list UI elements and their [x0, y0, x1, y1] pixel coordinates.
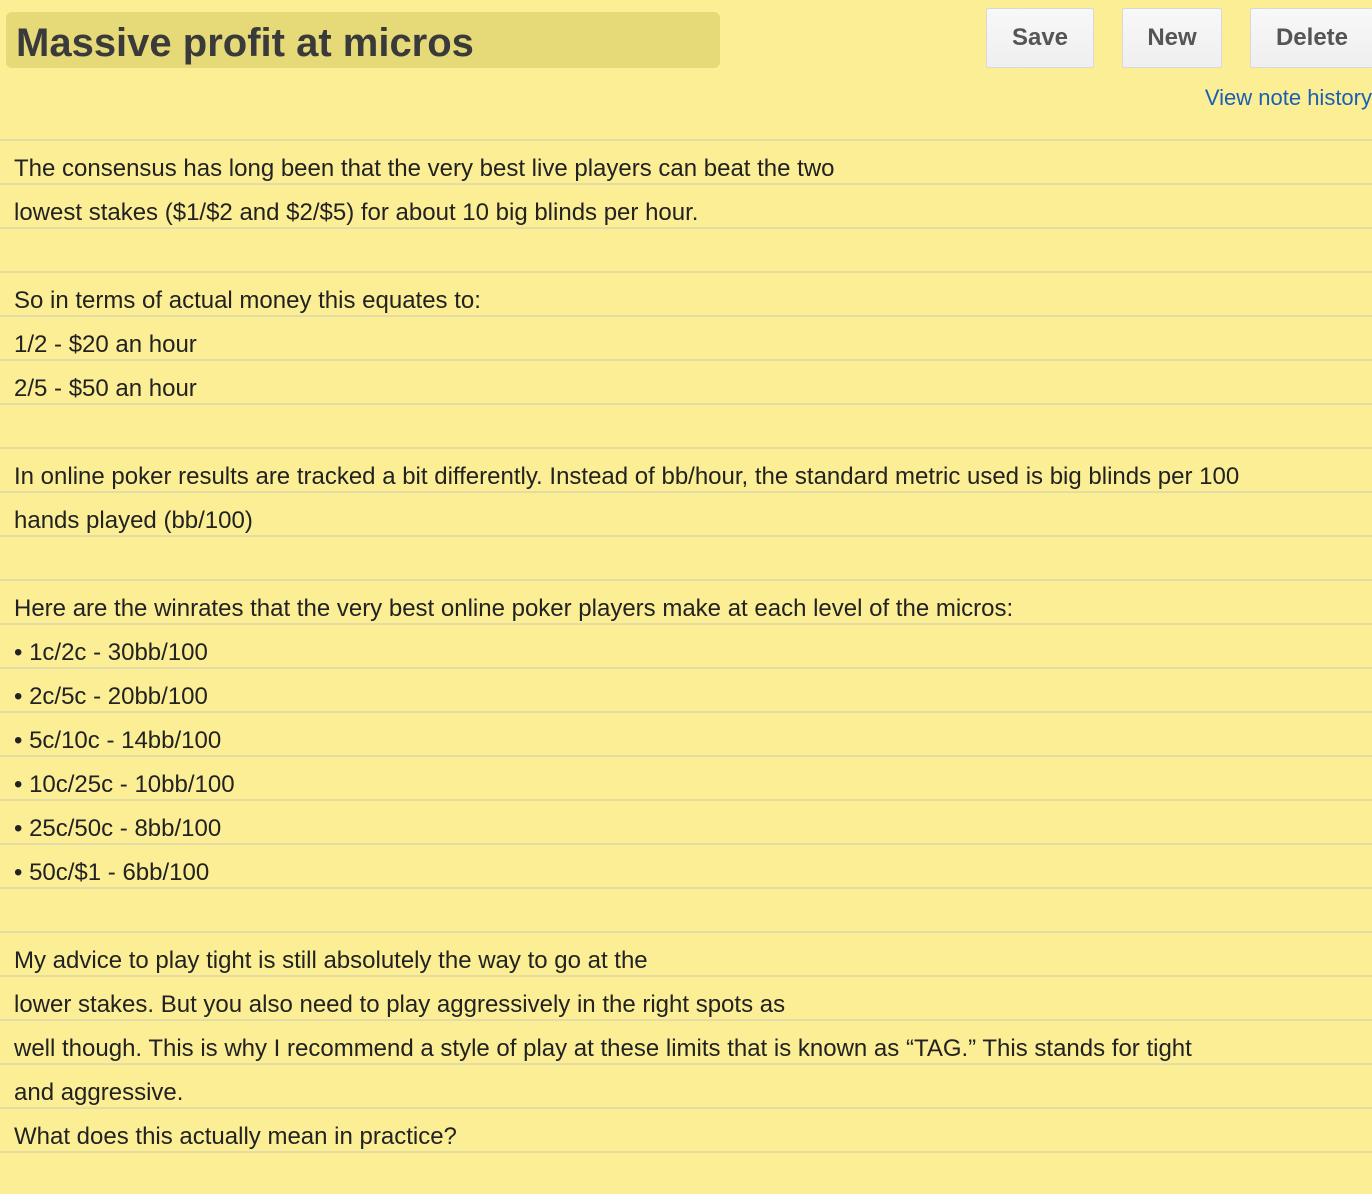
note-line: • 10c/25c - 10bb/100	[14, 771, 235, 798]
note-line	[0, 895, 1372, 939]
note-line	[0, 411, 1372, 455]
delete-button[interactable]: Delete	[1250, 8, 1372, 68]
note-line: hands played (bb/100)	[14, 507, 253, 534]
note-line: What does this actually mean in practice?	[14, 1123, 457, 1150]
new-button[interactable]: New	[1122, 8, 1222, 68]
note-line: lowest stakes ($1/$2 and $2/$5) for about 10 big blinds per hour.	[14, 199, 699, 226]
note-line: lower stakes. But you also need to play aggressively in the right spots as	[14, 991, 786, 1018]
note-line: • 50c/$1 - 6bb/100	[14, 859, 210, 886]
note-line: • 2c/5c - 20bb/100	[14, 683, 208, 710]
note-title[interactable]: Massive profit at micros	[16, 21, 474, 65]
note-body-editor[interactable]	[0, 139, 1372, 1194]
note-line: Here are the winrates that the very best online poker players make at each level of the micros:	[14, 595, 1014, 622]
note-line: In online poker results are tracked a bit differently. Instead of bb/hour, the standard metric used is big blinds per 100	[14, 463, 1240, 490]
note-line: My advice to play tight is still absolutely the way to go at the	[14, 947, 648, 974]
note-line: well though. This is why I recommend a style of play at these limits that is known as “TAG.” This stands for tight	[14, 1035, 1192, 1062]
note-title-field[interactable]	[6, 12, 720, 68]
note-line	[0, 543, 1372, 587]
note-line: 2/5 - $50 an hour	[14, 375, 197, 402]
note-line: • 1c/2c - 30bb/100	[14, 639, 208, 666]
note-line: • 25c/50c - 8bb/100	[14, 815, 222, 842]
note-line: and aggressive.	[14, 1079, 184, 1106]
save-button[interactable]: Save	[986, 8, 1094, 68]
view-note-history-link[interactable]: View note history	[1204, 85, 1372, 110]
note-line	[0, 235, 1372, 279]
note-line: • 5c/10c - 14bb/100	[14, 727, 222, 754]
note-line: 1/2 - $20 an hour	[14, 331, 197, 358]
note-line: The consensus has long been that the very best live players can beat the two	[14, 155, 835, 182]
note-line: So in terms of actual money this equates to:	[14, 287, 481, 314]
